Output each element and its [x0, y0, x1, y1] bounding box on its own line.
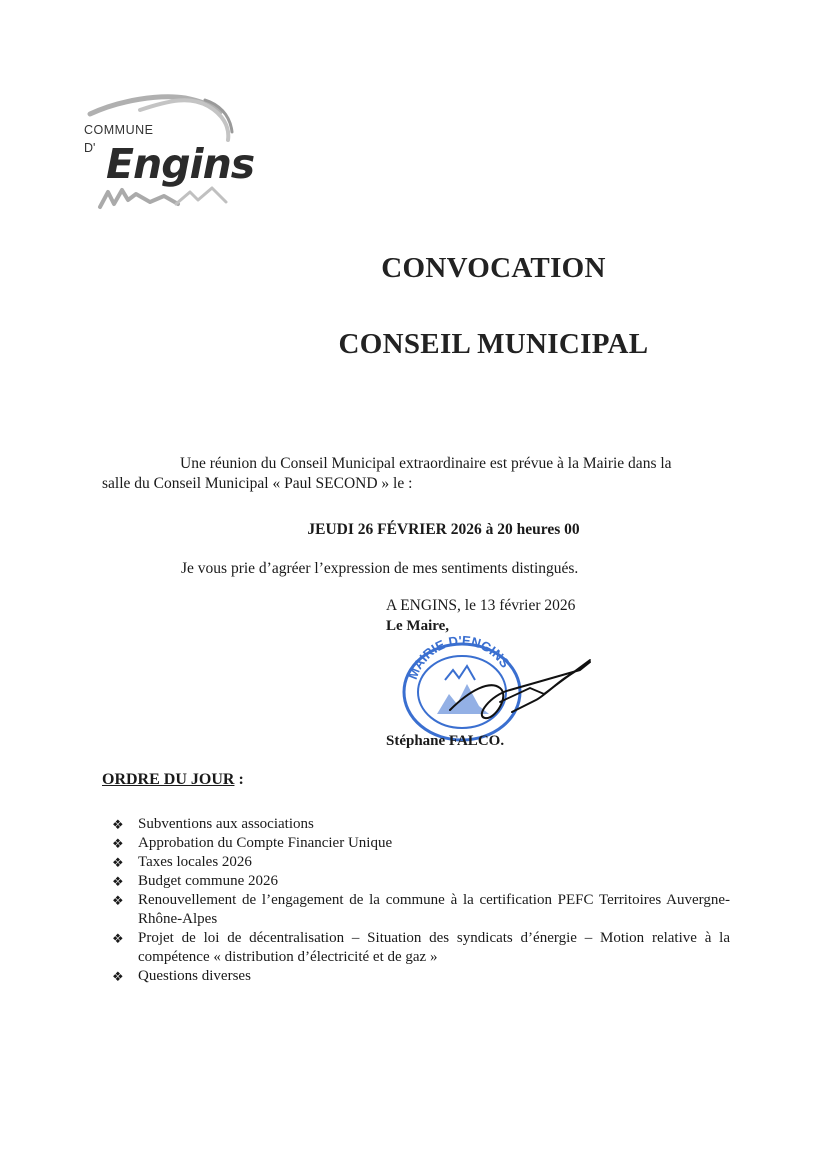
commune-logo	[80, 92, 255, 222]
intro-paragraph	[102, 454, 717, 494]
agenda-item	[110, 853, 730, 872]
agenda-item	[110, 891, 730, 929]
bullet-icon: ❖	[112, 893, 124, 908]
bullet-icon: ❖	[112, 969, 124, 984]
bullet-icon: ❖	[112, 874, 124, 889]
agenda-item	[110, 834, 730, 853]
agenda-heading-label: ORDRE DU JOUR	[102, 771, 235, 788]
signer-name: Stéphane FALCO.	[386, 733, 505, 749]
agenda-item-text: Questions diverses	[138, 968, 251, 984]
agenda-item-text: Approbation du Compte Financier Unique	[138, 835, 393, 851]
agenda-item-text: Taxes locales 2026	[138, 854, 252, 870]
title-convocation: CONVOCATION	[381, 252, 606, 284]
logo-d-text: D'	[84, 141, 96, 155]
agenda-item	[110, 967, 730, 986]
bullet-icon: ❖	[112, 817, 124, 832]
agenda-item	[110, 929, 730, 967]
logo-commune-text: COMMUNE	[84, 123, 154, 137]
agenda-item-text: Budget commune 2026	[138, 873, 278, 889]
agenda-item-text: Projet de loi de décentralisation – Situation des syndicats d’énergie – Motion relative à la compétence « distribution d’électricité et de gaz »	[138, 930, 730, 965]
mayor-signature-icon	[440, 640, 600, 735]
meeting-date-text: JEUDI 26 FÉVRIER 2026 à 20 heures 00	[307, 521, 580, 538]
agenda-item	[110, 815, 730, 834]
agenda-list	[110, 815, 730, 986]
bullet-icon: ❖	[112, 836, 124, 851]
place-date: A ENGINS, le 13 février 2026	[386, 597, 576, 614]
intro-line-2: salle du Conseil Municipal « Paul SECOND » le :	[102, 475, 413, 492]
agenda-item-text: Renouvellement de l’engagement de la commune à la certification PEFC Territoires Auvergne-Rhône-Alpes	[138, 892, 730, 927]
bullet-icon: ❖	[112, 855, 124, 870]
regards-text: Je vous prie d’agréer l’expression de mes sentiments distingués.	[181, 560, 579, 577]
mayor-title: Le Maire,	[386, 618, 450, 634]
agenda-item-text: Subventions aux associations	[138, 816, 314, 832]
title-conseil-municipal: CONSEIL MUNICIPAL	[338, 328, 649, 360]
bullet-icon: ❖	[112, 931, 124, 946]
stamp-text: MAIRIE D'ENGINS	[404, 634, 513, 682]
agenda-heading-colon: :	[234, 771, 244, 788]
intro-line-1: Une réunion du Conseil Municipal extraordinaire est prévue à la Mairie dans la	[180, 455, 672, 472]
agenda-heading	[102, 771, 244, 789]
agenda-item	[110, 872, 730, 891]
meeting-date	[0, 521, 827, 539]
logo-engins-text: Engins	[106, 140, 255, 188]
